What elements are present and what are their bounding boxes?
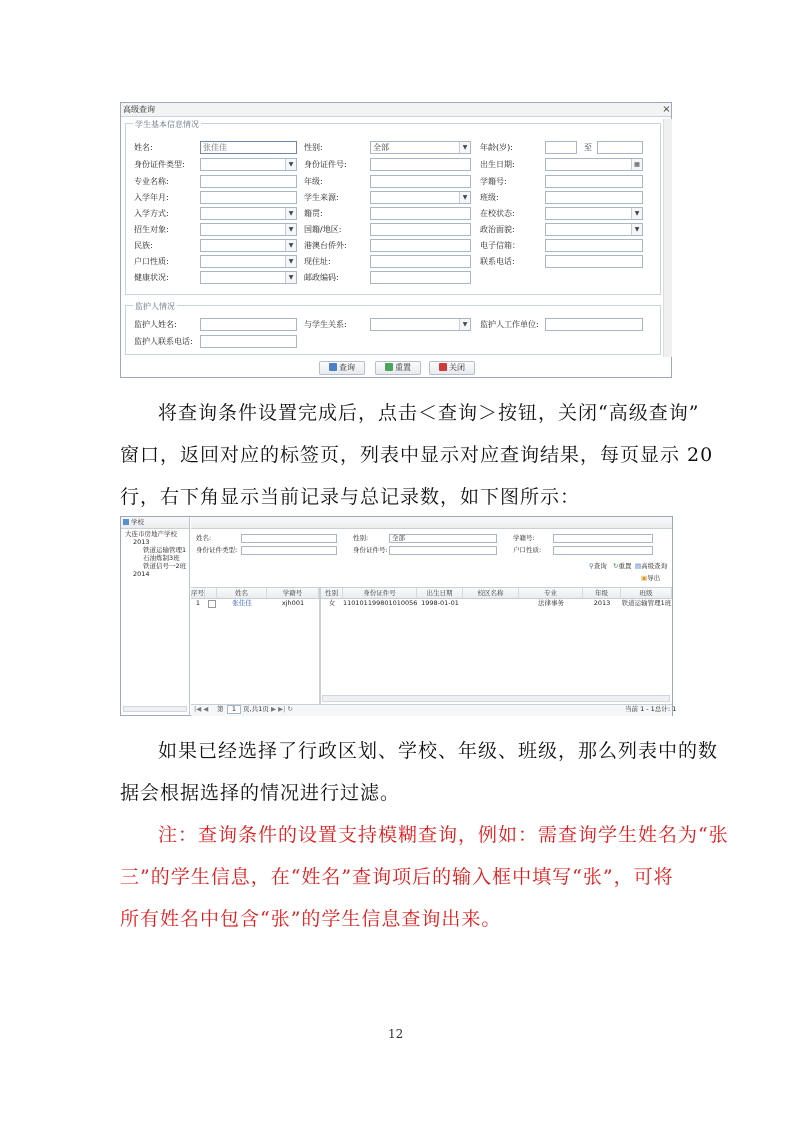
hkmt-label: 港澳台侨外: [304,241,347,250]
grid-header [191,588,672,599]
tree-node-2014[interactable]: 2014 [133,570,150,578]
tree-node-school[interactable]: 大连市房地产学校 [125,530,177,538]
col-checkbox[interactable] [205,588,217,598]
refresh-icon [385,363,393,371]
native-input[interactable] [370,207,471,220]
political-select[interactable] [545,223,643,236]
reset-button[interactable] [375,361,421,375]
filter-name-input[interactable] [241,534,337,543]
chevron-down-icon: ▼ [459,142,470,153]
age-to-label: 至 [584,143,592,152]
postcode-label: 邮政编码: [304,273,339,282]
studentno-label: 学籍号: [480,177,507,186]
export-icon: ▣ [641,574,648,582]
col-grade[interactable]: 年级 [583,588,621,598]
list-advanced-label: 高级查询 [641,562,668,570]
entrymode-label: 入学方式: [134,209,169,218]
target-select[interactable] [200,223,297,236]
chevron-down-icon: ▼ [285,256,296,267]
chevron-down-icon: ▼ [459,319,470,330]
page-label: 第 [217,705,224,713]
chevron-down-icon: ▼ [631,224,642,235]
status-select[interactable] [545,207,643,220]
calendar-icon[interactable]: ▦ [631,159,642,170]
hukou-select[interactable] [200,255,297,268]
political-label: 政治面貌: [480,225,515,234]
close-button-label: 关闭 [449,363,465,372]
idtype-select[interactable] [200,158,297,171]
filter-studentno-input[interactable] [553,534,653,543]
paragraph2-line1: 如果已经选择了行政区划、学校、年级、班级，那么列表中的数 [158,740,719,762]
phone-input[interactable] [545,255,643,268]
idtype-label: 身份证件类型: [134,160,185,169]
list-query-button[interactable] [589,562,607,571]
tree-hscroll[interactable] [123,706,187,712]
health-label: 健康状况: [134,273,169,282]
tree-title: 学校 [131,518,144,526]
row-idno: 110101199801010056 [343,599,418,607]
close-icon [439,363,447,371]
filter-gender-value: 全部 [392,534,405,542]
col-birth[interactable]: 出生日期 [417,588,463,598]
record-info: 当前 1 - 1总计: 1 [625,705,677,713]
guardian-name-input[interactable] [200,318,297,331]
idno-input[interactable] [370,158,471,171]
dialog-title: 高级查询 [121,103,671,117]
page-input[interactable]: 1 [227,705,241,714]
reset-button-label: 重置 [395,363,411,372]
birth-label: 出生日期: [480,160,515,169]
gender-label: 性别: [304,143,323,152]
guardian-phone-label: 监护人联系电话: [134,337,193,346]
col-studentno[interactable]: 学籍号 [267,588,319,598]
row-checkbox[interactable] [208,600,216,608]
chevron-down-icon: ▼ [285,272,296,283]
close-icon[interactable]: × [662,104,671,115]
address-input[interactable] [370,255,471,268]
tree-node-class3[interactable]: 铁道信号一2班 [143,562,187,570]
close-button[interactable] [429,361,475,375]
list-header-strip [191,517,672,529]
email-input[interactable] [545,239,643,252]
email-label: 电子信箱： [480,241,520,250]
row-studentno: xjh001 [281,599,305,607]
age-label: 年龄(岁): [480,143,513,152]
gender-select[interactable] [370,141,471,154]
chevron-down-icon: ▼ [285,240,296,251]
major-label: 专业名称: [134,177,169,186]
col-idno[interactable]: 身份证件号 [343,588,417,598]
source-label: 学生来源: [304,193,339,202]
phone-label: 联系电话: [480,257,515,266]
advanced-query-dialog [120,102,672,378]
filter-idtype-label: 身份证件类型: [196,546,238,554]
col-name[interactable]: 姓名 [217,588,267,598]
tree-panel [121,517,190,715]
chevron-down-icon: ▼ [631,208,642,219]
guardian-phone-input[interactable] [200,335,297,348]
list-reset-button[interactable] [613,562,631,571]
grid-hscroll[interactable] [322,695,670,702]
health-select[interactable] [200,271,297,284]
paragraph1-line1: 将查询条件设置完成后，点击＜查询＞按钮，关闭“高级查询” [158,402,700,424]
row-index: 1 [195,599,201,607]
basic-info-legend: 学生基本信息情况 [135,120,199,129]
query-button-label: 查询 [339,363,355,372]
chevron-down-icon: ▼ [459,192,470,203]
page-total: 页,共1页 [243,705,269,713]
col-campus[interactable]: 校区名称 [463,588,519,598]
source-select[interactable] [370,191,471,204]
filter-idno-label: 身份证件号: [353,546,388,554]
col-gender[interactable]: 性别 [321,588,343,598]
search-icon: ⚲ [589,562,594,570]
hkmt-input[interactable] [370,239,471,252]
target-label: 招生对象: [134,225,169,234]
filter-gender-label: 性别: [353,534,369,542]
tree-node-class2[interactable]: 石油炼制3班 [143,554,180,562]
grid-frozen-divider [319,588,321,704]
ethnic-select[interactable] [200,239,297,252]
student-list-window [120,516,677,716]
filter-hukou-select[interactable] [553,546,653,555]
tree-node-2013[interactable]: 2013 [133,538,150,546]
note-line1: 注：查询条件的设置支持模糊查询，例如：需查询学生姓名为“张 [158,824,729,846]
idno-label: 身份证件号: [304,160,347,169]
query-button[interactable] [319,361,365,375]
grade-label: 年级: [304,177,323,186]
row-gender: 女 [328,599,336,607]
list-query-label: 查询 [593,562,607,570]
nationality-input[interactable] [370,223,471,236]
class-label: 班级: [480,193,499,202]
col-class[interactable]: 班级 [621,588,672,598]
guardian-relation-select[interactable] [370,318,471,331]
filter-name-label: 姓名: [196,534,212,542]
list-advanced-button[interactable] [635,562,667,571]
row-birth: 1998-01-01 [421,599,459,607]
filter-idtype-select[interactable] [241,546,337,555]
guardian-name-label: 监护人姓名: [134,320,177,329]
school-icon [123,519,129,525]
row-name[interactable]: 张佳佳 [232,599,252,607]
nationality-label: 国籍/地区: [304,225,342,234]
next-page-icon[interactable]: ▶ ▶| ↻ [271,705,293,713]
guardian-legend: 监护人情况 [135,302,175,311]
hukou-label: 户口性质: [134,257,169,266]
page-number: 12 [388,1027,404,1041]
guardian-work-input[interactable] [545,318,643,331]
age-max-input[interactable] [597,141,643,154]
row-class: 铁道运输管理1班 [621,599,672,607]
name-label: 姓名: [134,143,153,152]
filter-idno-input[interactable] [389,546,497,555]
dialog-scrollbar[interactable] [663,119,672,357]
class-input[interactable] [545,191,643,204]
gender-value: 全部 [373,143,389,152]
enroll-input[interactable] [200,191,297,204]
guardian-work-label: 监护人工作单位: [480,320,539,329]
refresh-icon: ↻ [613,562,619,570]
enroll-label: 入学年月: [134,193,169,202]
paragraph1-line3: 行，右下角显示当前记录与总记录数，如下图所示： [120,486,581,508]
col-index: 序号 [191,589,204,597]
paragraph1-line2: 窗口，返回对应的标签页，列表中显示对应查询结果，每页显示 20 [120,444,714,466]
filter-gender-select[interactable] [389,534,497,543]
search-icon [329,363,337,371]
guardian-relation-label: 与学生关系: [304,320,347,329]
ethnic-label: 民族: [134,241,153,250]
major-input[interactable] [200,175,297,188]
col-major[interactable]: 专业 [519,588,583,598]
list-export-label: 导出 [647,574,661,582]
age-min-input[interactable] [545,141,577,154]
list-export-button[interactable] [641,574,660,583]
row-major: 法律事务 [538,599,564,607]
table-row[interactable] [191,599,672,609]
list-reset-label: 重置 [618,562,632,570]
studentno-input[interactable] [545,175,643,188]
grade-input[interactable] [370,175,471,188]
paragraph2-line2: 据会根据选择的情况进行过滤。 [120,782,401,804]
status-label: 在校状态: [480,209,515,218]
entrymode-select[interactable] [200,207,297,220]
row-grade: 2013 [593,599,611,607]
filter-studentno-label: 学籍号: [513,534,535,542]
chevron-down-icon: ▼ [285,159,296,170]
note-line2: 三”的学生信息，在“姓名”查询项后的输入框中填写“张”，可将 [120,866,674,888]
address-label: 现住址: [304,257,331,266]
native-label: 籍贯: [304,209,323,218]
chevron-down-icon: ▼ [285,224,296,235]
name-input[interactable]: 张佳佳 [200,141,297,154]
tree-node-class1[interactable]: 铁道运输管理1 [143,546,187,554]
filter-hukou-label: 户口性质: [513,546,542,554]
note-line3: 所有姓名中包含“张”的学生信息查询出来。 [120,908,502,930]
chevron-down-icon: ▼ [285,208,296,219]
postcode-input[interactable] [370,271,471,284]
first-page-icon[interactable]: |◀ ◀ [194,705,209,713]
grid [191,587,672,704]
advanced-icon: ▤ [635,562,642,570]
birth-date-input[interactable] [545,158,643,171]
